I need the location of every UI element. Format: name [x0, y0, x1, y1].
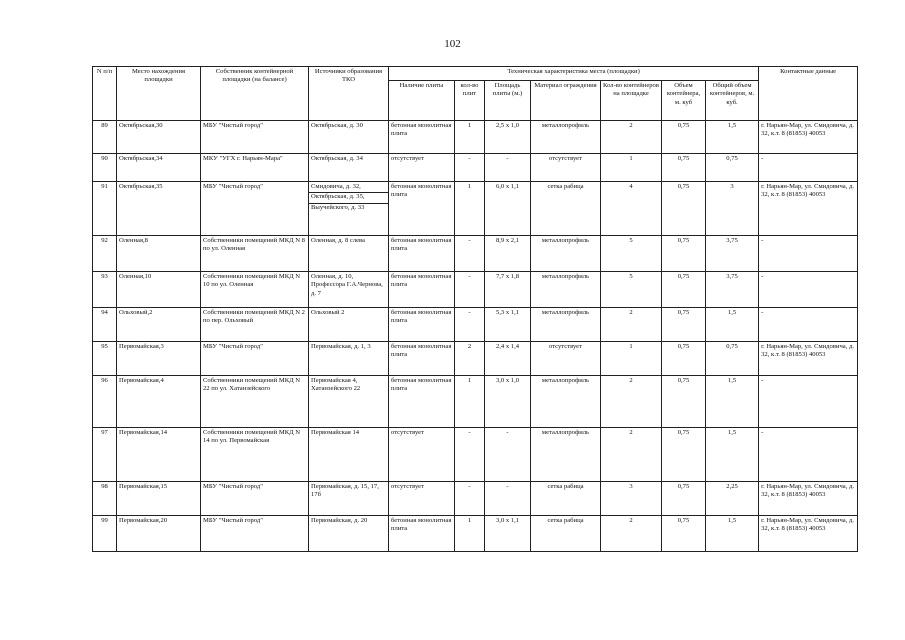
- row-source: [309, 236, 389, 272]
- row-slab-area: 7,7 х 1,8: [485, 272, 531, 308]
- row-volume: 0,75: [662, 482, 706, 516]
- row-slab-area: 3,0 х 1,0: [485, 376, 531, 428]
- header-source: Источники образования ТКО: [309, 67, 389, 121]
- row-slab-area: 2,5 х 1,0: [485, 121, 531, 154]
- row-location: Октябрьская,34: [117, 154, 201, 182]
- row-slab: отсутствует: [389, 428, 455, 482]
- row-total-volume: 3,75: [706, 236, 759, 272]
- row-slab: бетонная монолитная плита: [389, 308, 455, 342]
- table-row: [93, 428, 858, 482]
- header-fence: Материал ограждения: [531, 81, 601, 121]
- row-slab: отсутствует: [389, 154, 455, 182]
- row-containers: 3: [601, 482, 662, 516]
- row-source: [309, 121, 389, 154]
- row-owner: Собственники помещений МКД N 14 по ул. Первомайская: [201, 428, 309, 482]
- row-contacts: г. Нарьян-Мар, ул. Смидовича, д. 32, к.т. 8 (81853) 40053: [759, 182, 858, 236]
- row-owner: МБУ "Чистый город": [201, 516, 309, 552]
- row-volume: 0,75: [662, 342, 706, 376]
- row-owner: МБУ "Чистый город": [201, 342, 309, 376]
- row-slab: бетонная монолитная плита: [389, 182, 455, 236]
- row-source-part: Первомайская, д. 1, 3: [311, 343, 371, 350]
- row-owner: МБУ "Чистый город": [201, 121, 309, 154]
- row-slab: бетонная монолитная плита: [389, 121, 455, 154]
- table-row: [93, 516, 858, 552]
- row-source-part: Октябрьская, д. 35,: [309, 192, 388, 201]
- row-source: [309, 516, 389, 552]
- row-containers: 2: [601, 516, 662, 552]
- table-row: [93, 182, 858, 236]
- row-slab-count: -: [455, 236, 485, 272]
- row-num: 95: [93, 342, 117, 376]
- row-location: Октябрьская,30: [117, 121, 201, 154]
- table-row: [93, 482, 858, 516]
- header-contacts: Контактные данные: [759, 67, 858, 121]
- row-fence: металлопрофиль: [531, 428, 601, 482]
- row-volume: 0,75: [662, 308, 706, 342]
- row-fence: металлопрофиль: [531, 121, 601, 154]
- row-location: Первомайская,20: [117, 516, 201, 552]
- row-source-part: Первомайская 4, Хатанзейского 22: [311, 377, 361, 393]
- row-contacts: -: [759, 308, 858, 342]
- row-slab-count: 1: [455, 516, 485, 552]
- row-source: [309, 376, 389, 428]
- row-total-volume: 1,5: [706, 308, 759, 342]
- row-num: 98: [93, 482, 117, 516]
- row-slab-area: -: [485, 482, 531, 516]
- row-location: Октябрьская,35: [117, 182, 201, 236]
- row-location: Первомайская,3: [117, 342, 201, 376]
- row-owner: Собственники помещений МКД N 2 по пер. Ольховый: [201, 308, 309, 342]
- row-location: Оленная,8: [117, 236, 201, 272]
- row-total-volume: 1,5: [706, 516, 759, 552]
- header-total-volume: Общий объем контейнеров, м. куб.: [706, 81, 759, 121]
- row-volume: 0,75: [662, 121, 706, 154]
- row-slab-count: -: [455, 308, 485, 342]
- row-total-volume: 1,5: [706, 428, 759, 482]
- row-num: 94: [93, 308, 117, 342]
- row-slab-count: 1: [455, 121, 485, 154]
- row-owner: Собственники помещений МКД N 22 по ул. Хатанзейского: [201, 376, 309, 428]
- header-containers: Кол-во контейнеров на площадке: [601, 81, 662, 121]
- row-num: 96: [93, 376, 117, 428]
- header-location: Место нахождения площадки: [117, 67, 201, 121]
- row-source: [309, 342, 389, 376]
- row-containers: 2: [601, 308, 662, 342]
- row-owner: МБУ "Чистый город": [201, 182, 309, 236]
- row-source: [309, 272, 389, 308]
- row-slab-count: -: [455, 272, 485, 308]
- row-containers: 1: [601, 342, 662, 376]
- row-num: 90: [93, 154, 117, 182]
- row-source-part: Смидовича, д. 32,: [311, 183, 361, 190]
- row-slab-area: 3,0 х 1,1: [485, 516, 531, 552]
- header-volume: Объем контейнера, м. куб: [662, 81, 706, 121]
- row-owner: Собственники помещений МКД N 8 по ул. Оленная: [201, 236, 309, 272]
- row-slab: бетонная монолитная плита: [389, 342, 455, 376]
- row-contacts: г. Нарьян-Мар, ул. Смидовича, д. 32, к.т. 8 (81853) 40053: [759, 342, 858, 376]
- row-containers: 2: [601, 428, 662, 482]
- row-containers: 4: [601, 182, 662, 236]
- header-owner: Собственник контейнерной площадки (на балансе): [201, 67, 309, 121]
- row-owner: МБУ "Чистый город": [201, 482, 309, 516]
- table-row: [93, 236, 858, 272]
- row-volume: 0,75: [662, 154, 706, 182]
- row-total-volume: 1,5: [706, 376, 759, 428]
- row-fence: сетка рабица: [531, 516, 601, 552]
- row-slab-count: 1: [455, 376, 485, 428]
- row-fence: металлопрофиль: [531, 272, 601, 308]
- row-contacts: -: [759, 428, 858, 482]
- row-owner: МКУ "УГХ г. Нарьян-Мара": [201, 154, 309, 182]
- row-location: Первомайская,14: [117, 428, 201, 482]
- row-num: 91: [93, 182, 117, 236]
- table-row: [93, 121, 858, 154]
- row-source-part: Выучейского, д. 33: [309, 203, 388, 212]
- row-slab: бетонная монолитная плита: [389, 236, 455, 272]
- header-row-top: [93, 67, 858, 81]
- row-source: [309, 482, 389, 516]
- row-source-part: Ольховый 2: [311, 309, 345, 316]
- table-row: [93, 154, 858, 182]
- row-slab-area: -: [485, 154, 531, 182]
- row-total-volume: 3: [706, 182, 759, 236]
- row-num: 99: [93, 516, 117, 552]
- row-fence: сетка рабица: [531, 182, 601, 236]
- row-fence: металлопрофиль: [531, 236, 601, 272]
- row-source: [309, 154, 389, 182]
- table-row: [93, 376, 858, 428]
- row-slab: отсутствует: [389, 482, 455, 516]
- row-fence: отсутствует: [531, 342, 601, 376]
- row-volume: 0,75: [662, 272, 706, 308]
- row-source-part: Первомайская 14: [311, 429, 360, 436]
- row-fence: металлопрофиль: [531, 308, 601, 342]
- row-slab-count: 1: [455, 182, 485, 236]
- row-total-volume: 2,25: [706, 482, 759, 516]
- row-source-part: Оленная, д. 8 слева: [311, 237, 365, 244]
- row-source: [309, 428, 389, 482]
- table-body: [93, 121, 858, 552]
- row-slab-count: 2: [455, 342, 485, 376]
- row-slab-area: -: [485, 428, 531, 482]
- row-num: 92: [93, 236, 117, 272]
- row-containers: 2: [601, 121, 662, 154]
- row-contacts: г. Нарьян-Мар, ул. Смидовича, д. 32, к.т. 8 (81853) 40053: [759, 121, 858, 154]
- row-location: Первомайская,4: [117, 376, 201, 428]
- row-total-volume: 0,75: [706, 154, 759, 182]
- table-row: [93, 342, 858, 376]
- container-sites-table: [92, 66, 858, 552]
- row-volume: 0,75: [662, 516, 706, 552]
- row-location: Первомайская,15: [117, 482, 201, 516]
- row-fence: металлопрофиль: [531, 376, 601, 428]
- row-total-volume: 1,5: [706, 121, 759, 154]
- row-source-part: Оленная, д. 10, Профессора Г.А.Чернова, д. 7: [311, 273, 383, 297]
- row-slab-area: 5,3 х 1,1: [485, 308, 531, 342]
- row-contacts: г. Нарьян-Мар, ул. Смидовича, д. 32, к.т. 8 (81853) 40053: [759, 482, 858, 516]
- row-contacts: -: [759, 154, 858, 182]
- row-volume: 0,75: [662, 428, 706, 482]
- header-slab-count: кол-во плит: [455, 81, 485, 121]
- row-slab-count: -: [455, 482, 485, 516]
- row-contacts: -: [759, 272, 858, 308]
- row-slab: бетонная монолитная плита: [389, 516, 455, 552]
- row-containers: 5: [601, 236, 662, 272]
- row-source: [309, 182, 389, 236]
- row-slab-area: 6,0 х 1,1: [485, 182, 531, 236]
- row-slab-count: -: [455, 154, 485, 182]
- row-location: Ольховый,2: [117, 308, 201, 342]
- row-contacts: г. Нарьян-Мар, ул. Смидовича, д. 32, к.т. 8 (81853) 40053: [759, 516, 858, 552]
- row-containers: 2: [601, 376, 662, 428]
- row-owner: Собственники помещений МКД N 10 по ул. Оленная: [201, 272, 309, 308]
- header-tech: Техническая характеристика места (площадки): [389, 67, 759, 81]
- row-source-part: Октябрьская, д. 34: [311, 155, 363, 162]
- row-slab-area: 2,4 х 1,4: [485, 342, 531, 376]
- row-total-volume: 3,75: [706, 272, 759, 308]
- row-num: 89: [93, 121, 117, 154]
- row-volume: 0,75: [662, 236, 706, 272]
- table-row: [93, 272, 858, 308]
- row-total-volume: 0,75: [706, 342, 759, 376]
- header-slab-area: Площадь плиты (м.): [485, 81, 531, 121]
- row-contacts: -: [759, 376, 858, 428]
- row-source-part: Октябрьская, д. 30: [311, 122, 363, 129]
- header-slab: Наличие плиты: [389, 81, 455, 121]
- row-slab: бетонная монолитная плита: [389, 272, 455, 308]
- page-number: 102: [444, 38, 461, 50]
- row-slab-area: 8,9 х 2,1: [485, 236, 531, 272]
- row-num: 97: [93, 428, 117, 482]
- row-slab: бетонная монолитная плита: [389, 376, 455, 428]
- row-num: 93: [93, 272, 117, 308]
- table-row: [93, 308, 858, 342]
- row-containers: 1: [601, 154, 662, 182]
- row-volume: 0,75: [662, 182, 706, 236]
- row-volume: 0,75: [662, 376, 706, 428]
- row-containers: 5: [601, 272, 662, 308]
- row-source-part: Первомайская, д. 20: [311, 517, 368, 524]
- row-source-part: Первомайская, д. 15, 17, 17б: [311, 483, 379, 499]
- row-location: Оленная,10: [117, 272, 201, 308]
- header-num: N п/п: [93, 67, 117, 121]
- row-contacts: -: [759, 236, 858, 272]
- row-slab-count: -: [455, 428, 485, 482]
- row-fence: отсутствует: [531, 154, 601, 182]
- row-source: [309, 308, 389, 342]
- row-fence: сетка рабица: [531, 482, 601, 516]
